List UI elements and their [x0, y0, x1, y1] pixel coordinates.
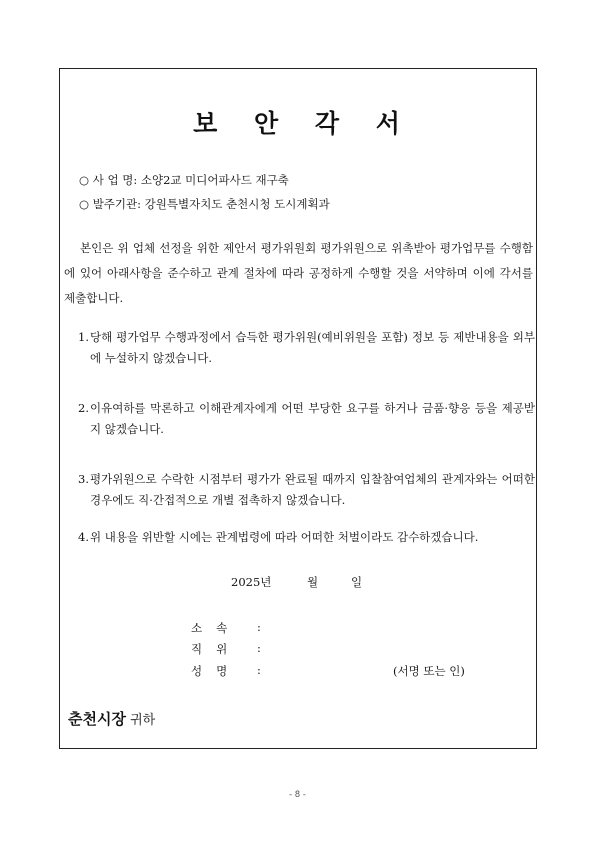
pledge-item-text: 당해 평가업무 수행과정에서 습득한 평가위원(예비위원을 포함) 정보 등 제반내용을 외부에 누설하지 않겠습니다.	[90, 330, 535, 365]
intro-paragraph: 본인은 위 업체 선정을 위한 제안서 평가위원회 평가위원으로 위촉받아 평가업무를 수행함에 있어 아래사항을 준수하고 관계 절차에 따라 공정하게 수행할 것을 서약하며 이에 각서를 제출합니다.	[64, 241, 533, 305]
pledge-item-1	[78, 327, 535, 369]
pledge-item-text: 위 내용을 위반할 시에는 관계법령에 따라 어떠한 처벌이라도 감수하겠습니다.	[90, 530, 479, 544]
date-year: 2025년	[231, 575, 272, 589]
pledge-item-3	[78, 469, 535, 511]
affiliation-label: 소속	[191, 621, 242, 635]
date-month: 월	[307, 575, 319, 589]
name-colon: :	[257, 663, 261, 677]
pledge-item-text: 평가위원으로 수락한 시점부터 평가가 완료될 때까지 입찰참여업체의 관계자와는 어떠한 경우에도 직·간접적으로 개별 접촉하지 않겠습니다.	[90, 472, 535, 507]
pledge-item-2	[78, 398, 535, 440]
project-name: ○ 사 업 명: 소양2교 미디어파사드 재구축	[79, 173, 289, 187]
signature-note: (서명 또는 인)	[393, 664, 465, 678]
addressee	[68, 708, 155, 729]
pledge-item-number: 3.	[78, 472, 89, 486]
pledge-item-4	[78, 527, 535, 548]
pledge-item-number: 2.	[78, 401, 89, 415]
page-number: - 8 -	[289, 790, 306, 800]
affiliation-colon: :	[257, 620, 261, 634]
name-label: 성명	[191, 664, 242, 678]
ordering-agency: ○ 발주기관: 강원특별자치도 춘천시청 도시계획과	[79, 197, 330, 211]
pledge-item-number: 4.	[78, 530, 89, 544]
position-label: 직위	[191, 642, 242, 656]
document-title: 보 안 각 서	[193, 109, 414, 138]
pledge-item-text: 이유여하를 막론하고 이해관계자에게 어떤 부당한 요구를 하거나 금품·향응 등을 제공받지 않겠습니다.	[90, 401, 535, 436]
position-colon: :	[257, 641, 261, 655]
addressee-name: 춘천시장	[68, 710, 126, 728]
date-day: 일	[351, 575, 363, 589]
pledge-item-number: 1.	[78, 330, 89, 344]
addressee-suffix: 귀하	[130, 713, 156, 728]
